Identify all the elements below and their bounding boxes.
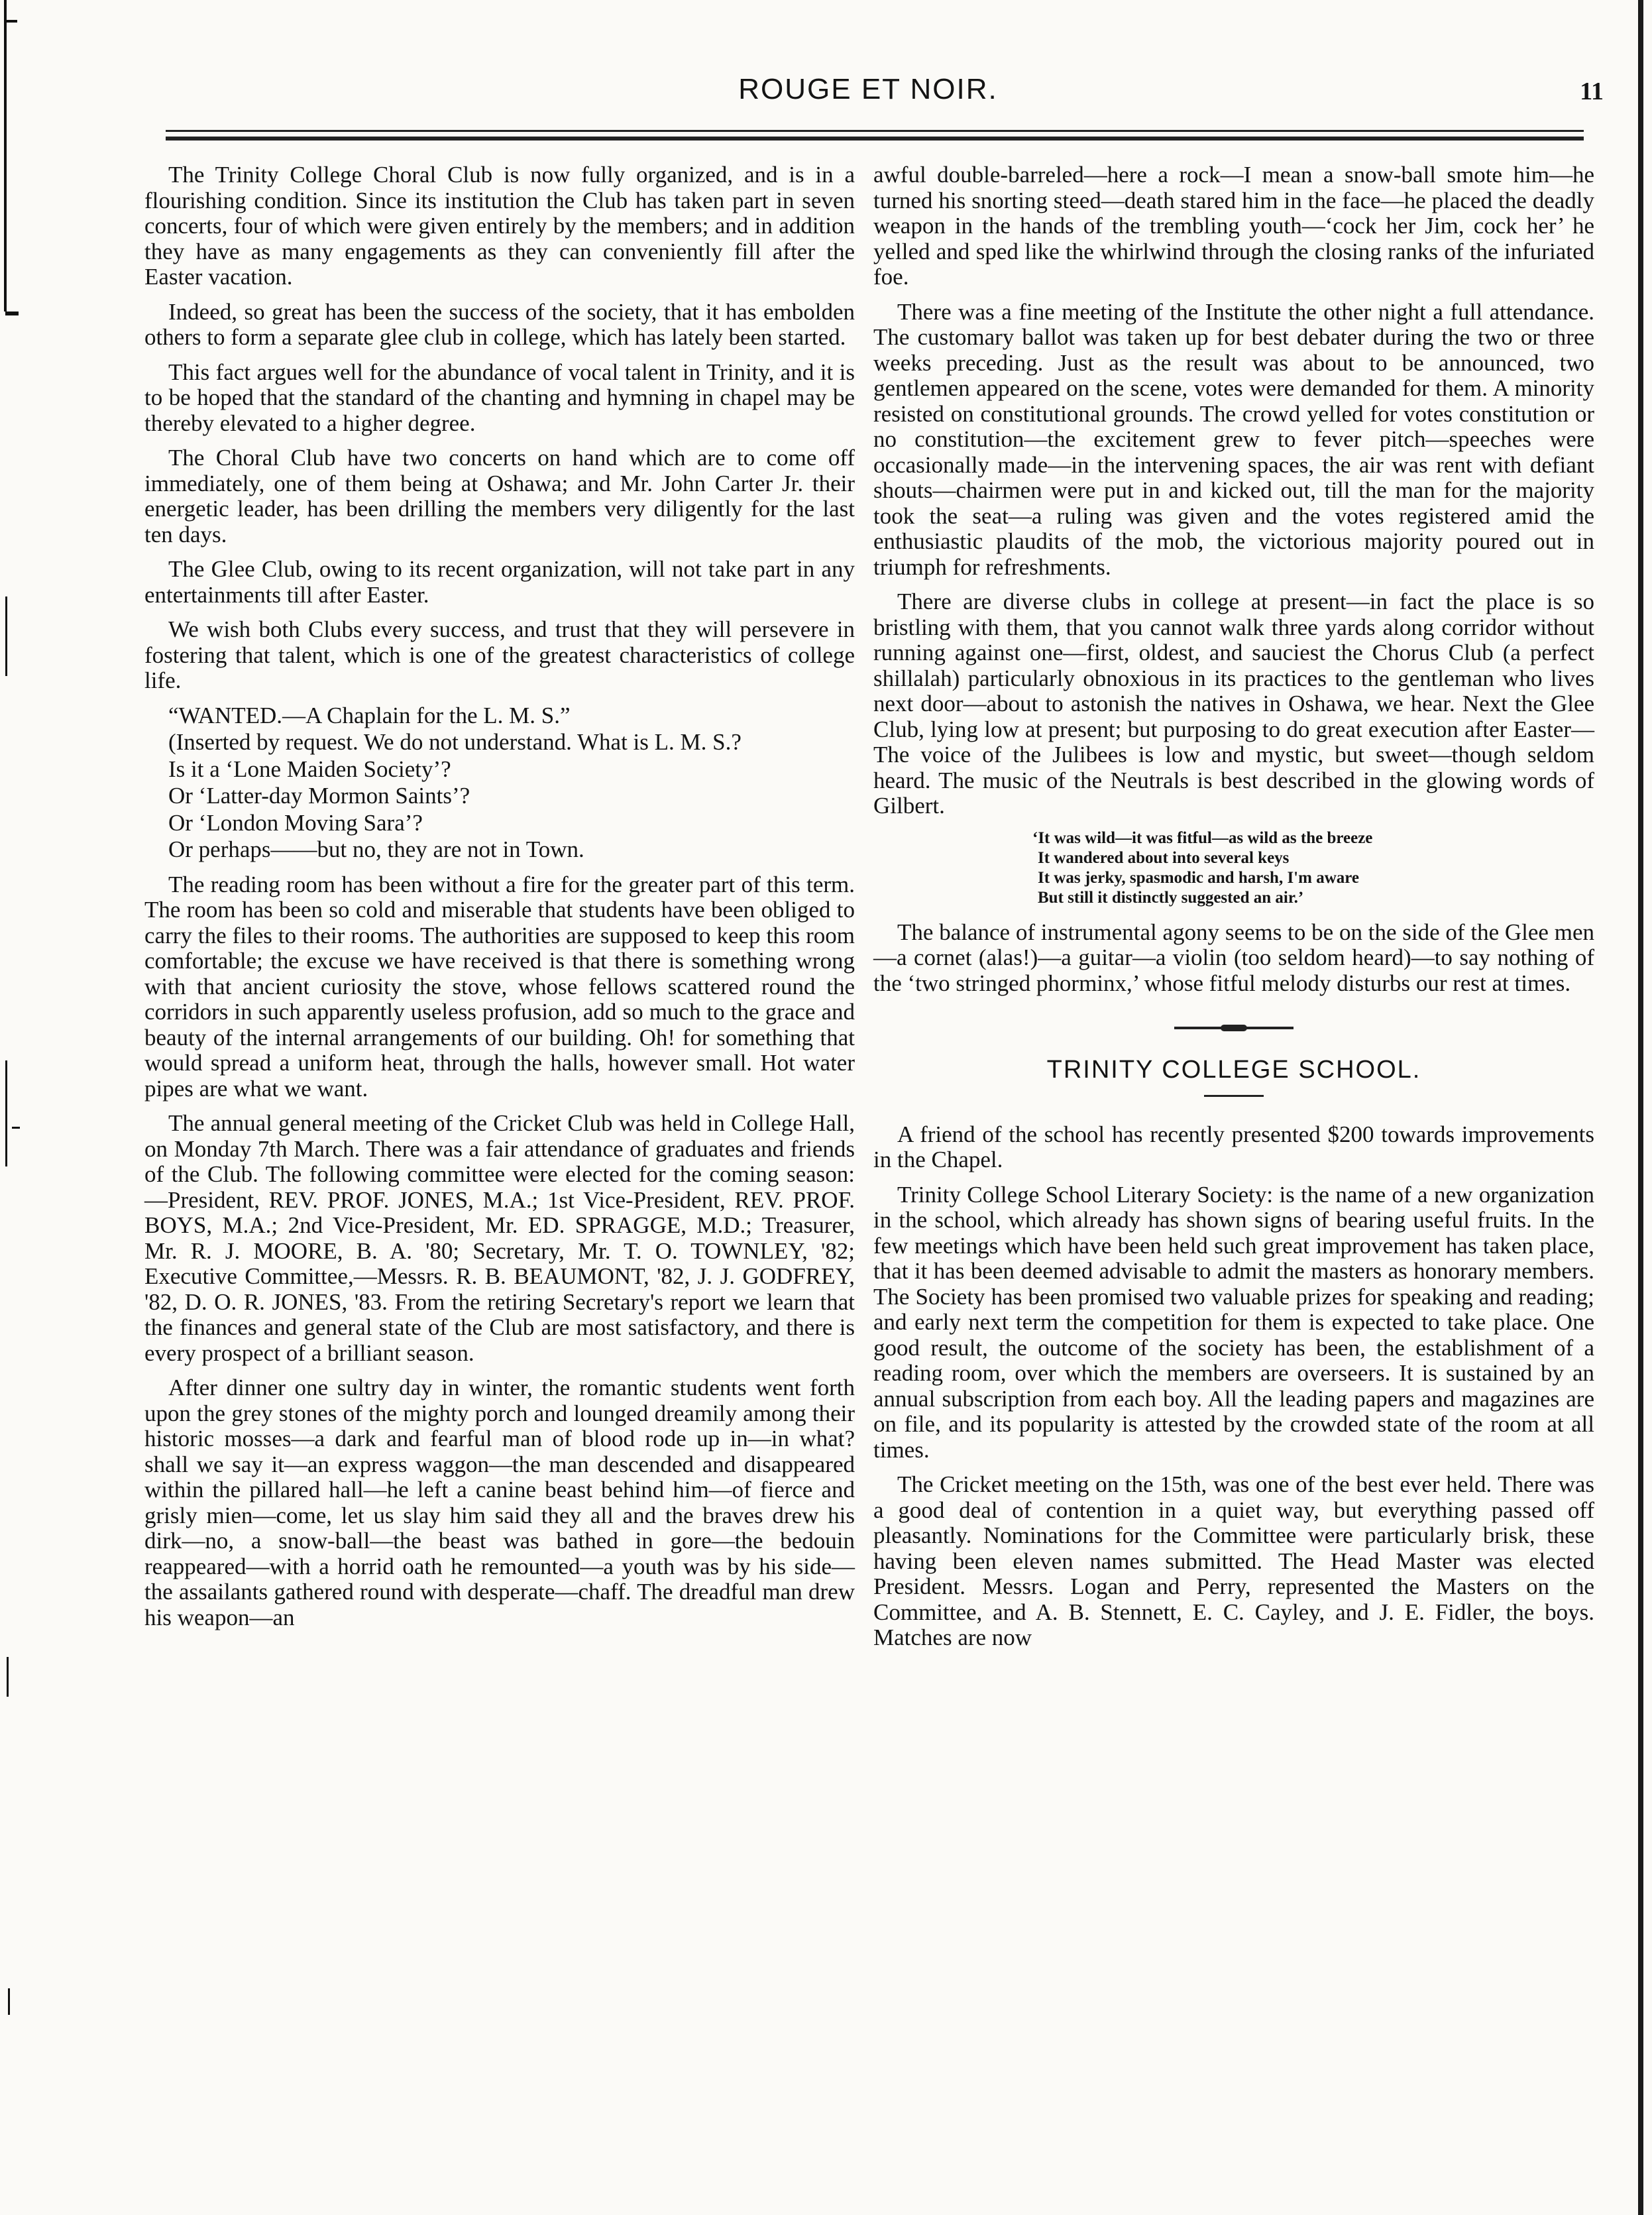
paragraph-institute-meeting: There was a fine meeting of the Institute the other night a full attendance. The customary ballot was taken up for best debater during the two or three weeks preceding. Just as the result was about to be announced, two gentlemen appeared on the scene, votes were demanded for them. A minority resisted on constitutional grounds. The crowd yelled for votes constitution or no constitution—the excitement grew to fever pitch—speeches were occasionally made—in the intervening spaces, the air was rent with defiant shouts—chairmen were put in and kicked out, till the man for the majority took the seat—a ruling was given and the votes registered amid the enthusiastic plaudits of the mob, the victorious majority poured out in triumph for refreshments. (873, 298, 1594, 580)
inserted-note: (Inserted by request. We do not understand. What is L. M. S.? (168, 729, 742, 755)
paragraph-diverse-clubs: There are diverse clubs in college at present—in fact the place is so bristling with them, that you cannot walk three yards along corridor without running against one—first, oldest, and sauciest the Chorus Club (a perfect shillalah) particularly obnoxious in its practices to the gentleman who lives next door—about to astonish the natives in Oshawa, we hear. Next the Glee Club, lying low at present; but purposing to do great execution after Easter—The voice of the Julibees is low and mystic, but sweet—though seldom heard. The music of the Neutrals is best described in the glowing words of Gilbert. (873, 589, 1594, 819)
paragraph-romantic-students: After dinner one sultry day in winter, the romantic students went forth upon the grey stones of the mighty porch and lounged dreamily among their historic mosses—a dark and fearful man of blood rode up in—in what? shall we say it—an express waggon—the man descended and disappeared within the pillared hall—he left a canine beast behind him—of fierce and grisly mien—come, let us slay him said they all and the braves drew his dirk—no, a snow-ball—the beast was bathed in gore—the bedouin reappeared—with a horrid oath he remounted—a youth was by his side—the assailants gathered round with desperate—chaff. The dreadful man drew his weapon—an (144, 1375, 855, 1630)
paragraph-concerts: The Choral Club have two concerts on hand which are to come off immediately, one of them being at Oshawa; and Mr. John Carter Jr. their energetic leader, has been drilling the members very diligently for the last ten days. (144, 445, 855, 547)
page-header (133, 73, 1604, 126)
header-rule-thick (166, 137, 1584, 141)
scan-binding-edge (0, 0, 21, 2215)
paragraph-vocal-talent: This fact argues well for the abundance of vocal talent in Trinity, and it is to be hoped that the standard of the chanting and hymning in chapel may be thereby elevated to a higher degree. (144, 359, 855, 436)
poem-line: But still it distinctly suggested an air.’ (1038, 888, 1304, 907)
paragraph-chapel-gift: A friend of the school has recently presented $200 towards improvements in the Chapel. (873, 1121, 1594, 1172)
poem-line: It was jerky, spasmodic and harsh, I'm aware (1038, 868, 1359, 887)
scan-right-edge (1638, 0, 1643, 2215)
header-rule-thin (166, 130, 1584, 132)
trinity-college-school-section (873, 1122, 1594, 1651)
paragraph-glee-club-formed: Indeed, so great has been the success of the society, that it has embolden others to form a separate glee club in college, which has lately been started. (144, 298, 855, 350)
question-line: Is it a ‘Lone Maiden Society’? (168, 756, 451, 782)
paragraph-choral-club: The Trinity College Choral Club is now fully organized, and is in a flourishing condition. Since its institution the Club has taken part in seven concerts, four of which were given entirely by the members; and in addition they have as many engagements as they can conveniently fill after the Easter vacation. (144, 162, 855, 290)
paragraph-wish-clubs: We wish both Clubs every success, and trust that they will persevere in fostering that talent, which is one of the greatest characteristics of college life. (144, 616, 855, 693)
gilbert-quotation (1032, 828, 1594, 908)
paragraph-reading-room: The reading room has been without a fire for the greater part of this term. The room has been so cold and miserable that students have been obliged to carry the files to their rooms. The authorities are supposed to keep this room comfortable; the excuse we have received is that there is something wrong with that ancient curiosity the stove, whose fellows scattered round the corridors in such apparently useless profusion, add so much to the grace and beauty of the internal arrangements of our building. Oh! for something that would spread a uniform heat, through the halls, however small. Hot water pipes are what we want. (144, 871, 855, 1102)
poem-line: ‘It was wild—it was fitful—as wild as the breeze (1032, 828, 1373, 847)
question-line: Or ‘London Moving Sara’? (168, 809, 423, 836)
wanted-notice: “WANTED.—A Chaplain for the L. M. S.” (168, 702, 571, 728)
question-line: Or ‘Latter-day Mormon Saints’? (168, 783, 470, 809)
running-title: ROUGE ET NOIR. (738, 73, 998, 105)
section-heading-trinity-college-school: TRINITY COLLEGE SCHOOL. (1046, 1056, 1421, 1084)
poem-line: It wandered about into several keys (1038, 848, 1290, 867)
section-divider (1174, 1027, 1294, 1029)
paragraph-literary-society: Trinity College School Literary Society: is the name of a new organization in the school, which already has shown signs of bearing useful fruits. In the few meetings which have been held such great improvement has taken place, that it has been deemed advisable to admit the masters as honorary members. The Society has been promised two valuable prizes for speaking and reading; and early next term the competition for them is expected to take place. One good result, the outcome of the society has been, the establishment of a reading room, over which the members are overseers. It is sustained by an annual subscription from each boy. All the leading papers and magazines are on file, and its popularity is attested by the crowded state of the room at all times. (873, 1181, 1594, 1463)
paragraph-continued-story: awful double-barreled—here a rock—I mean a snow-ball smote him—he turned his snorting steed—death stared him in the face—he placed the deadly weapon in the hands of the trembling youth—‘cock her Jim, cock her’ he yelled and sped like the whirlwind through the closing ranks of the infuriated foe. (873, 162, 1594, 290)
page-number: 11 (1580, 78, 1604, 105)
paragraph-cricket-meeting: The Cricket meeting on the 15th, was one of the best ever held. There was a good deal of contention in a quiet way, but everything passed off pleasantly. Nominations for the Committee were particularly brisk, these having been eleven names submitted. The Head Master was elected President. Messrs. Logan and Perry, represented the Masters on the Committee, and A. B. Stennett, E. C. Cayley, and J. E. Fidler, the boys. Matches are now (873, 1471, 1594, 1650)
paragraph-glee-club-easter: The Glee Club, owing to its recent organization, will not take part in any entertainments till after Easter. (144, 556, 855, 608)
right-column (873, 162, 1594, 1660)
heading-underline (1204, 1095, 1264, 1097)
paragraph-instrumental-agony: The balance of instrumental agony seems to be on the side of the Glee men—a cornet (alas!)—a guitar—a violin (too seldom heard)—to say nothing of the ‘two stringed phorminx,’ whose fitful melody disturbs our rest at times. (873, 919, 1594, 996)
paragraph-cricket-club: The annual general meeting of the Cricket Club was held in College Hall, on Monday 7th March. There was a fair attendance of graduates and friends of the Club. The following committee were elected for the coming season:—President, REV. PROF. JONES, M.A.; 1st Vice-President, REV. PROF. BOYS, M.A.; 2nd Vice-President, Mr. ED. SPRAGGE, M.D.; Treasurer, Mr. R. J. MOORE, B. A. '80; Secretary, Mr. T. O. TOWNLEY, '82; Executive Committee,—Messrs. R. B. BEAUMONT, '82, J. J. GODFREY, '82, D. O. R. JONES, '83. From the retiring Secretary's report we learn that the finances and general state of the Club are most satisfactory, and there is every prospect of a brilliant season. (144, 1110, 855, 1366)
left-column (144, 162, 855, 1640)
question-line: Or perhaps——but no, they are not in Town. (168, 836, 584, 862)
